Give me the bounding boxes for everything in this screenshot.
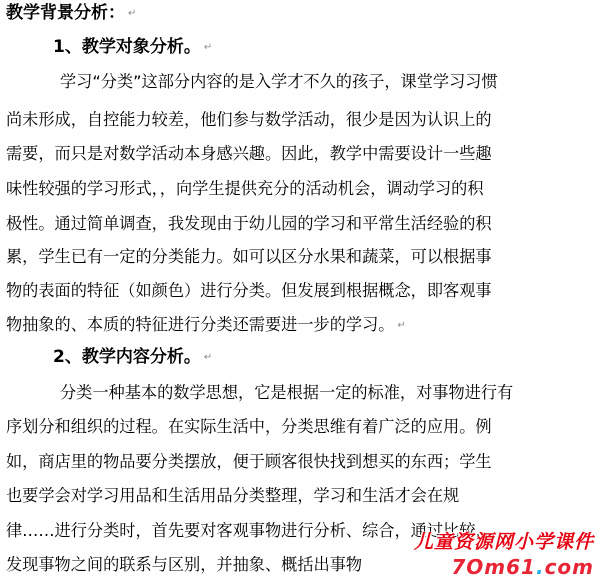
paragraph-line: 极性。通过简单调查，我发现由于幼儿园的学习和平常生活经验的积 [6, 214, 492, 233]
paragraph-line: 学习“分类”这部分内容的是入学才不久的孩子，课堂学习习惯 [60, 72, 498, 91]
paragraph-mark-icon: ↵ [203, 42, 213, 53]
paragraph-line: 物的表面的特征（如颜色）进行分类。但发展到根据概念，即客观事 [6, 281, 492, 300]
paragraph-line: 分类一种基本的数学思想，它是根据一定的标准，对事物进行有 [60, 383, 514, 402]
paragraph-line: 尚未形成，自控能力较差，他们参与数学活动，很少是因为认识上的 [6, 110, 492, 129]
paragraph-line: 律……进行分类时，首先要对客观事物进行分析、综合，通过比较， [6, 521, 492, 540]
section-heading-teaching-object: 1、教学对象分析。 ↵ [53, 37, 213, 57]
paragraph-line: 发现事物之间的联系与区别，并抽象、概括出事物 [6, 555, 363, 574]
paragraph-line: 累，学生已有一定的分类能力。如可以区分水果和蔬菜，可以根据事 [6, 247, 492, 266]
paragraph-line: 味性较强的学习形式，，向学生提供充分的活动机会，调动学习的积 [6, 179, 484, 198]
main-heading: 教学背景分析： ↵ [6, 3, 137, 23]
paragraph-line: 也要学会对学习用品和生活用品分类整理，学习和生活才会在规 [6, 486, 460, 505]
section-heading-teaching-content: 2、教学内容分析。 ↵ [53, 347, 213, 367]
paragraph-mark-icon: ↵ [397, 320, 406, 331]
paragraph-line: 需要，而只是对数学活动本身感兴趣。因此，教学中需要设计一些趣 [6, 144, 492, 163]
watermark-url-text: 7Om61.com [451, 555, 594, 579]
watermark-chinese-text: 儿童资源网小学课件 [413, 531, 594, 553]
paragraph-line: 物抽象的、本质的特征进行分类还需要进一步的学习。 ↵ [6, 315, 406, 334]
paragraph-line: 如，商店里的物品要分类摆放，便于顾客很快找到想买的东西；学生 [6, 452, 492, 471]
paragraph-line: 序划分和组织的过程。在实际生活中，分类思维有着广泛的应用。例 [6, 417, 492, 436]
paragraph-mark-icon: ↵ [128, 8, 137, 19]
paragraph-mark-icon: ↵ [203, 352, 213, 363]
site-watermark-logo [414, 527, 594, 583]
